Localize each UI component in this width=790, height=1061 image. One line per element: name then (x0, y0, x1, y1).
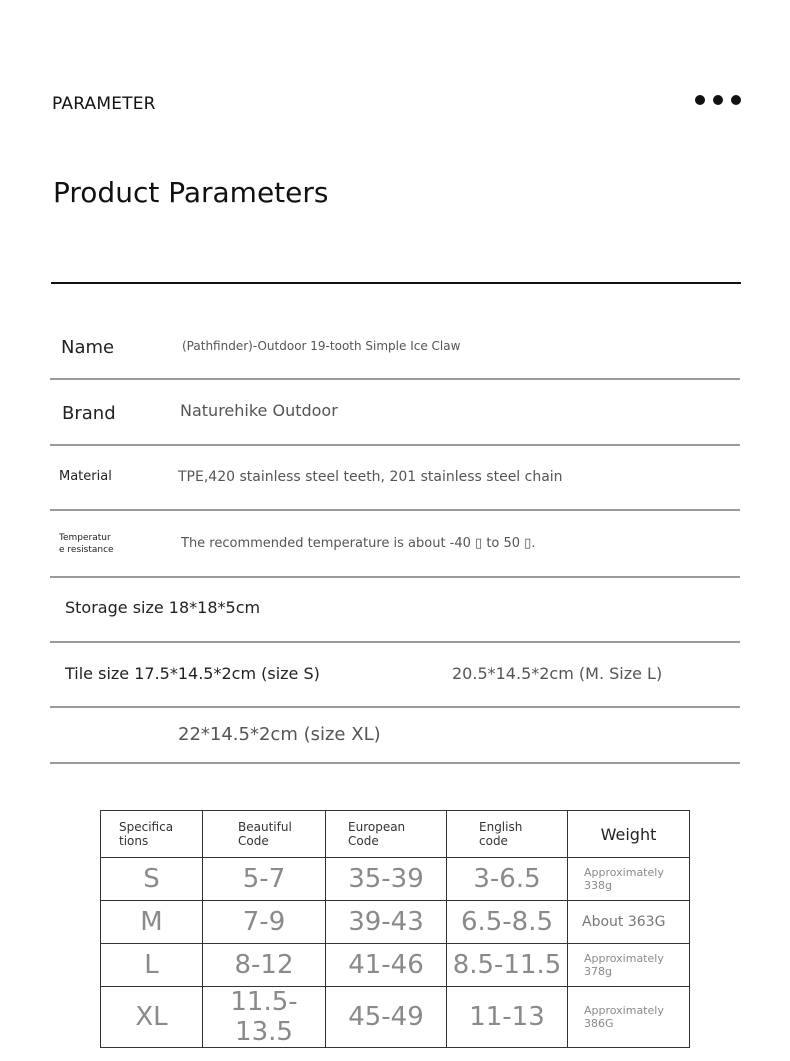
header-text: code (479, 834, 508, 848)
row-divider (50, 576, 740, 578)
cell-eu-code: 45-49 (326, 987, 447, 1048)
material-label: Material (59, 469, 112, 484)
tile-size-xl: 22*14.5*2cm (size XL) (178, 724, 381, 745)
name-value: (Pathfinder)-Outdoor 19-tooth Simple Ice Claw (182, 339, 461, 353)
header-european-code (326, 811, 447, 858)
table-row (101, 901, 690, 944)
table-header-row (101, 811, 690, 858)
cell-size: S (101, 858, 203, 901)
more-dots-icon[interactable] (695, 95, 741, 105)
cell-eu-code: 39-43 (326, 901, 447, 944)
storage-size: Storage size 18*18*5cm (65, 598, 261, 617)
cell-uk-code: 11-13 (447, 987, 568, 1048)
cell-uk-code: 3-6.5 (447, 858, 568, 901)
header-beautiful-code (203, 811, 326, 858)
header-text: Code (238, 834, 269, 848)
cell-us-code: 11.5-13.5 (203, 987, 326, 1048)
brand-value: Naturehike Outdoor (180, 401, 338, 420)
table-row (101, 858, 690, 901)
brand-label: Brand (62, 403, 116, 424)
weight-text: 386G (584, 1017, 614, 1030)
table-row (101, 944, 690, 987)
header-text: Beautiful (238, 820, 292, 834)
header-english-code (447, 811, 568, 858)
row-divider (50, 706, 740, 708)
weight-text: 338g (584, 879, 612, 892)
row-divider (50, 444, 740, 446)
cell-eu-code: 35-39 (326, 858, 447, 901)
size-table (100, 810, 690, 1048)
page-title: Product Parameters (53, 176, 329, 209)
cell-uk-code: 6.5-8.5 (447, 901, 568, 944)
cell-size: M (101, 901, 203, 944)
row-divider (50, 641, 740, 643)
weight-text: Approximately (584, 952, 664, 965)
cell-size: XL (101, 987, 203, 1048)
table-row (101, 987, 690, 1048)
material-value: TPE,420 stainless steel teeth, 201 stainless steel chain (178, 469, 563, 485)
weight-text: Approximately (584, 1004, 664, 1017)
tile-size-s: Tile size 17.5*14.5*2cm (size S) (65, 664, 320, 683)
temperature-label-line2: e resistance (59, 545, 114, 555)
cell-weight (568, 901, 690, 944)
cell-weight (568, 987, 690, 1048)
cell-eu-code: 41-46 (326, 944, 447, 987)
temperature-value: The recommended temperature is about -40 ▯ to 50 ▯. (181, 536, 536, 551)
cell-us-code: 5-7 (203, 858, 326, 901)
weight-text: About 363G (582, 914, 666, 930)
header-specifications (101, 811, 203, 858)
row-divider (50, 378, 740, 380)
section-label: PARAMETER (52, 94, 156, 114)
header-text: Code (348, 834, 379, 848)
title-divider (51, 282, 741, 284)
header-weight: Weight (568, 811, 690, 858)
name-label: Name (61, 337, 115, 358)
cell-size: L (101, 944, 203, 987)
cell-weight (568, 858, 690, 901)
cell-us-code: 7-9 (203, 901, 326, 944)
header-text: European (348, 820, 406, 834)
cell-uk-code: 8.5-11.5 (447, 944, 568, 987)
tile-size-ml: 20.5*14.5*2cm (M. Size L) (452, 664, 663, 683)
weight-text: Approximately (584, 866, 664, 879)
cell-us-code: 8-12 (203, 944, 326, 987)
header-text: Specifica (119, 820, 174, 834)
temperature-label (59, 532, 114, 556)
row-divider (50, 509, 740, 511)
header-text: English (479, 820, 523, 834)
weight-text: 378g (584, 965, 612, 978)
row-divider (50, 762, 740, 764)
temperature-label-line1: Temperatur (59, 533, 111, 543)
cell-weight (568, 944, 690, 987)
header-text: tions (119, 834, 149, 848)
